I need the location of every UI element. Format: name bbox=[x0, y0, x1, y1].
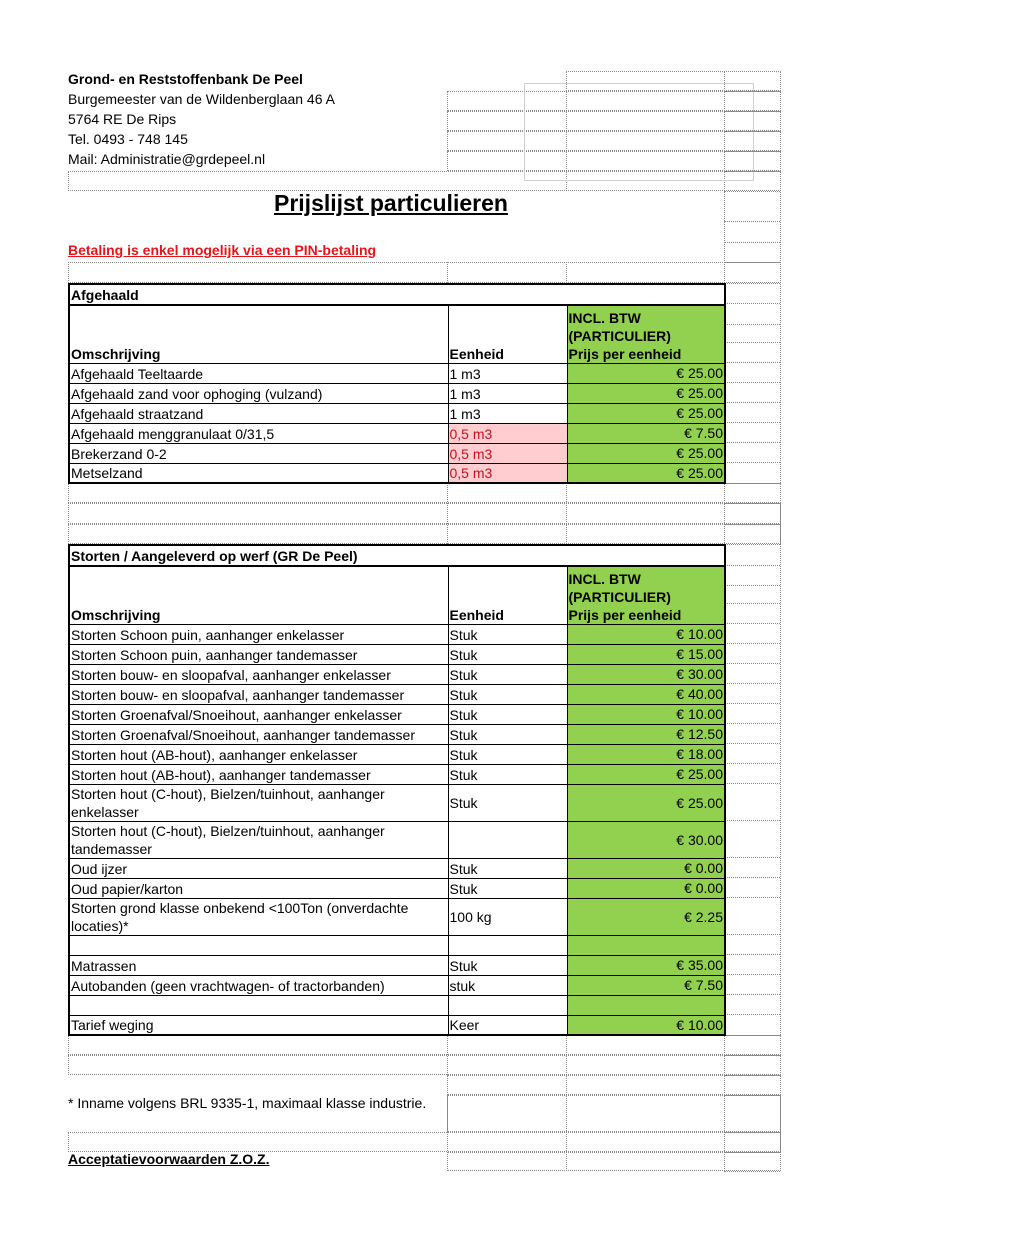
table-row bbox=[69, 403, 725, 423]
grid-line bbox=[724, 91, 780, 92]
acceptance-link[interactable]: Acceptatievoorwaarden Z.O.Z. bbox=[68, 1151, 270, 1167]
cell-description: Storten Groenafval/Snoeihout, aanhanger tandemasser bbox=[69, 724, 448, 744]
cell-price: € 15.00 bbox=[567, 644, 725, 664]
grid-line bbox=[724, 1035, 780, 1036]
cell-price: € 0.00 bbox=[567, 858, 725, 878]
cell-unit: Stuk bbox=[448, 704, 567, 724]
cell-unit bbox=[448, 995, 567, 1015]
company-mail: Mail: Administratie@grdepeel.nl bbox=[68, 151, 266, 167]
cell-unit: Stuk bbox=[448, 878, 567, 898]
price-table-storten bbox=[68, 544, 726, 1036]
grid-line bbox=[724, 362, 780, 363]
grid-line bbox=[724, 1171, 780, 1172]
company-name: Grond- en Reststoffenbank De Peel bbox=[68, 71, 303, 87]
cell-unit: stuk bbox=[448, 975, 567, 995]
grid-line bbox=[780, 71, 781, 1171]
cell-description: Storten hout (C-hout), Bielzen/tuinhout, aanhanger enkelasser bbox=[69, 784, 448, 821]
section-title: Storten / Aangeleverd op werf (GR De Peel) bbox=[69, 545, 725, 566]
cell-description: Afgehaald Teeltaarde bbox=[69, 363, 448, 383]
cell-price: € 25.00 bbox=[567, 764, 725, 784]
grid-line bbox=[724, 820, 780, 821]
grid-line bbox=[724, 1095, 780, 1096]
cell-unit: 0,5 m3 bbox=[448, 443, 567, 463]
table-row bbox=[69, 764, 725, 784]
cell-description: Afgehaald menggranulaat 0/31,5 bbox=[69, 423, 448, 443]
cell-description: Afgehaald straatzand bbox=[69, 403, 448, 423]
cell-unit: Stuk bbox=[448, 744, 567, 764]
company-phone: Tel. 0493 - 748 145 bbox=[68, 131, 188, 147]
cell-unit: Stuk bbox=[448, 724, 567, 744]
cell-description: Metselzand bbox=[69, 463, 448, 483]
grid-line bbox=[724, 191, 780, 192]
grid-line bbox=[724, 402, 780, 403]
cell-description: Matrassen bbox=[69, 955, 448, 975]
cell-unit: 0,5 m3 bbox=[448, 463, 567, 483]
cell-description: Storten Schoon puin, aanhanger tandemasser bbox=[69, 644, 448, 664]
grid-line bbox=[724, 131, 780, 132]
grid-cell bbox=[447, 1075, 781, 1095]
cell-description: Storten Groenafval/Snoeihout, aanhanger enkelasser bbox=[69, 704, 448, 724]
company-street: Burgemeester van de Wildenberglaan 46 A bbox=[68, 91, 335, 107]
table-row bbox=[69, 744, 725, 764]
price-header-line: Prijs per eenheid bbox=[568, 345, 682, 362]
grid-cell bbox=[68, 524, 781, 544]
table-row bbox=[69, 821, 725, 858]
table-row bbox=[69, 724, 725, 744]
price-header-line: (PARTICULIER) bbox=[568, 588, 671, 605]
cell-unit: 100 kg bbox=[448, 898, 567, 935]
logo-placeholder bbox=[524, 83, 754, 181]
grid-line bbox=[724, 1014, 780, 1015]
cell-price: € 2.25 bbox=[567, 898, 725, 935]
cell-price: € 25.00 bbox=[567, 363, 725, 383]
grid-line bbox=[724, 1152, 780, 1153]
column-header-price bbox=[567, 566, 725, 624]
table-row bbox=[69, 858, 725, 878]
grid-line bbox=[724, 1075, 780, 1076]
cell-price: € 12.50 bbox=[567, 724, 725, 744]
table-row bbox=[69, 898, 725, 935]
grid-line bbox=[724, 565, 780, 566]
cell-description bbox=[69, 995, 448, 1015]
column-header-description: Omschrijving bbox=[69, 305, 448, 363]
cell-unit: 1 m3 bbox=[448, 383, 567, 403]
grid-line bbox=[724, 324, 780, 325]
grid-line bbox=[724, 544, 780, 545]
table-row bbox=[69, 684, 725, 704]
grid-line bbox=[724, 954, 780, 955]
cell-description: Storten bouw- en sloopafval, aanhanger enkelasser bbox=[69, 664, 448, 684]
grid-line bbox=[447, 483, 448, 544]
grid-line bbox=[724, 342, 780, 343]
grid-line bbox=[566, 483, 567, 544]
grid-line bbox=[724, 1132, 780, 1133]
page-title: Prijslijst particulieren bbox=[274, 190, 508, 216]
grid-line bbox=[724, 171, 780, 172]
grid-cell bbox=[447, 1095, 781, 1132]
grid-line bbox=[724, 442, 780, 443]
grid-cell bbox=[68, 503, 781, 524]
table-row bbox=[69, 463, 725, 483]
cell-description: Oud papier/karton bbox=[69, 878, 448, 898]
cell-description: Storten bouw- en sloopafval, aanhanger tandemasser bbox=[69, 684, 448, 704]
grid-line bbox=[724, 503, 780, 504]
grid-line bbox=[724, 703, 780, 704]
company-postcode-city: 5764 RE De Rips bbox=[68, 111, 177, 127]
grid-line bbox=[724, 585, 780, 586]
cell-price: € 7.50 bbox=[567, 975, 725, 995]
grid-line bbox=[724, 111, 780, 112]
grid-cell bbox=[68, 1055, 781, 1075]
price-table-afgehaald bbox=[68, 283, 726, 484]
grid-line bbox=[724, 663, 780, 664]
grid-line bbox=[724, 524, 780, 525]
grid-line bbox=[724, 994, 780, 995]
grid-line bbox=[724, 857, 780, 858]
table-row bbox=[69, 955, 725, 975]
table-row bbox=[69, 975, 725, 995]
cell-price: € 25.00 bbox=[567, 443, 725, 463]
cell-price: € 25.00 bbox=[567, 784, 725, 821]
cell-price: € 0.00 bbox=[567, 878, 725, 898]
cell-unit: Stuk bbox=[448, 764, 567, 784]
cell-description: Storten grond klasse onbekend <100Ton (onverdachte locaties)* bbox=[69, 898, 448, 935]
cell-unit: Stuk bbox=[448, 684, 567, 704]
cell-unit: 1 m3 bbox=[448, 403, 567, 423]
grid-cell bbox=[68, 1132, 781, 1152]
payment-notice: Betaling is enkel mogelijk via een PIN-betaling bbox=[68, 242, 377, 258]
cell-price: € 25.00 bbox=[567, 403, 725, 423]
cell-price: € 18.00 bbox=[567, 744, 725, 764]
cell-price: € 35.00 bbox=[567, 955, 725, 975]
table-row bbox=[69, 784, 725, 821]
grid-line bbox=[724, 422, 780, 423]
cell-unit: Stuk bbox=[448, 644, 567, 664]
cell-price: € 10.00 bbox=[567, 1015, 725, 1035]
grid-line bbox=[447, 1035, 448, 1171]
cell-unit bbox=[448, 821, 567, 858]
cell-price bbox=[567, 995, 725, 1015]
grid-line bbox=[724, 483, 780, 484]
grid-line bbox=[724, 723, 780, 724]
grid-line bbox=[724, 262, 780, 263]
cell-unit: Keer bbox=[448, 1015, 567, 1035]
grid-line bbox=[724, 603, 780, 604]
grid-line bbox=[724, 303, 780, 304]
grid-cell bbox=[68, 1035, 781, 1055]
cell-unit: 1 m3 bbox=[448, 363, 567, 383]
cell-description: Storten hout (C-hout), Bielzen/tuinhout, aanhanger tandemasser bbox=[69, 821, 448, 858]
cell-description: Afgehaald zand voor ophoging (vulzand) bbox=[69, 383, 448, 403]
table-row bbox=[69, 935, 725, 955]
grid-line bbox=[724, 643, 780, 644]
cell-unit: Stuk bbox=[448, 955, 567, 975]
cell-price: € 25.00 bbox=[567, 463, 725, 483]
grid-line bbox=[724, 1055, 780, 1056]
grid-line bbox=[724, 783, 780, 784]
cell-description: Storten Schoon puin, aanhanger enkelasser bbox=[69, 624, 448, 644]
grid-line bbox=[724, 283, 780, 284]
cell-price: € 10.00 bbox=[567, 624, 725, 644]
grid-line bbox=[724, 623, 780, 624]
price-header-line: Prijs per eenheid bbox=[568, 606, 682, 623]
table-row bbox=[69, 644, 725, 664]
cell-unit bbox=[448, 935, 567, 955]
table-row bbox=[69, 664, 725, 684]
cell-unit: Stuk bbox=[448, 784, 567, 821]
grid-line bbox=[724, 743, 780, 744]
cell-price: € 25.00 bbox=[567, 383, 725, 403]
column-header-unit: Eenheid bbox=[448, 566, 567, 624]
price-header-line: INCL. BTW bbox=[568, 570, 641, 587]
table-row bbox=[69, 383, 725, 403]
price-header-line: (PARTICULIER) bbox=[568, 327, 671, 344]
cell-price: € 30.00 bbox=[567, 664, 725, 684]
column-header-unit: Eenheid bbox=[448, 305, 567, 363]
grid-line bbox=[724, 221, 780, 222]
grid-line bbox=[447, 262, 448, 283]
table-row bbox=[69, 1015, 725, 1035]
table-row bbox=[69, 443, 725, 463]
footnote: * Inname volgens BRL 9335-1, maximaal klasse industrie. bbox=[68, 1095, 427, 1111]
cell-price bbox=[567, 935, 725, 955]
grid-line bbox=[566, 262, 567, 283]
grid-cell bbox=[68, 262, 781, 283]
grid-line bbox=[724, 242, 780, 243]
price-header-line: INCL. BTW bbox=[568, 309, 641, 326]
cell-price: € 7.50 bbox=[567, 423, 725, 443]
table-row bbox=[69, 704, 725, 724]
cell-unit: Stuk bbox=[448, 858, 567, 878]
cell-price: € 40.00 bbox=[567, 684, 725, 704]
grid-line bbox=[724, 897, 780, 898]
cell-price: € 30.00 bbox=[567, 821, 725, 858]
column-header-description: Omschrijving bbox=[69, 566, 448, 624]
cell-description: Oud ijzer bbox=[69, 858, 448, 878]
cell-description: Autobanden (geen vrachtwagen- of tractorbanden) bbox=[69, 975, 448, 995]
cell-unit: Stuk bbox=[448, 664, 567, 684]
grid-line bbox=[566, 1035, 567, 1171]
grid-cell bbox=[68, 483, 781, 503]
table-row bbox=[69, 624, 725, 644]
cell-unit: Stuk bbox=[448, 624, 567, 644]
table-row bbox=[69, 363, 725, 383]
cell-description bbox=[69, 935, 448, 955]
cell-description: Storten hout (AB-hout), aanhanger enkelasser bbox=[69, 744, 448, 764]
table-row bbox=[69, 878, 725, 898]
grid-line bbox=[724, 382, 780, 383]
cell-price: € 10.00 bbox=[567, 704, 725, 724]
cell-unit: 0,5 m3 bbox=[448, 423, 567, 443]
cell-description: Storten hout (AB-hout), aanhanger tandemasser bbox=[69, 764, 448, 784]
cell-description: Brekerzand 0-2 bbox=[69, 443, 448, 463]
grid-line bbox=[724, 934, 780, 935]
cell-description: Tarief weging bbox=[69, 1015, 448, 1035]
grid-line bbox=[724, 974, 780, 975]
grid-line bbox=[724, 462, 780, 463]
grid-line bbox=[724, 151, 780, 152]
column-header-price bbox=[567, 305, 725, 363]
section-title: Afgehaald bbox=[69, 284, 725, 305]
table-row bbox=[69, 423, 725, 443]
grid-line bbox=[724, 683, 780, 684]
grid-cell bbox=[447, 1152, 781, 1171]
table-row bbox=[69, 995, 725, 1015]
grid-line bbox=[724, 763, 780, 764]
grid-line bbox=[724, 877, 780, 878]
